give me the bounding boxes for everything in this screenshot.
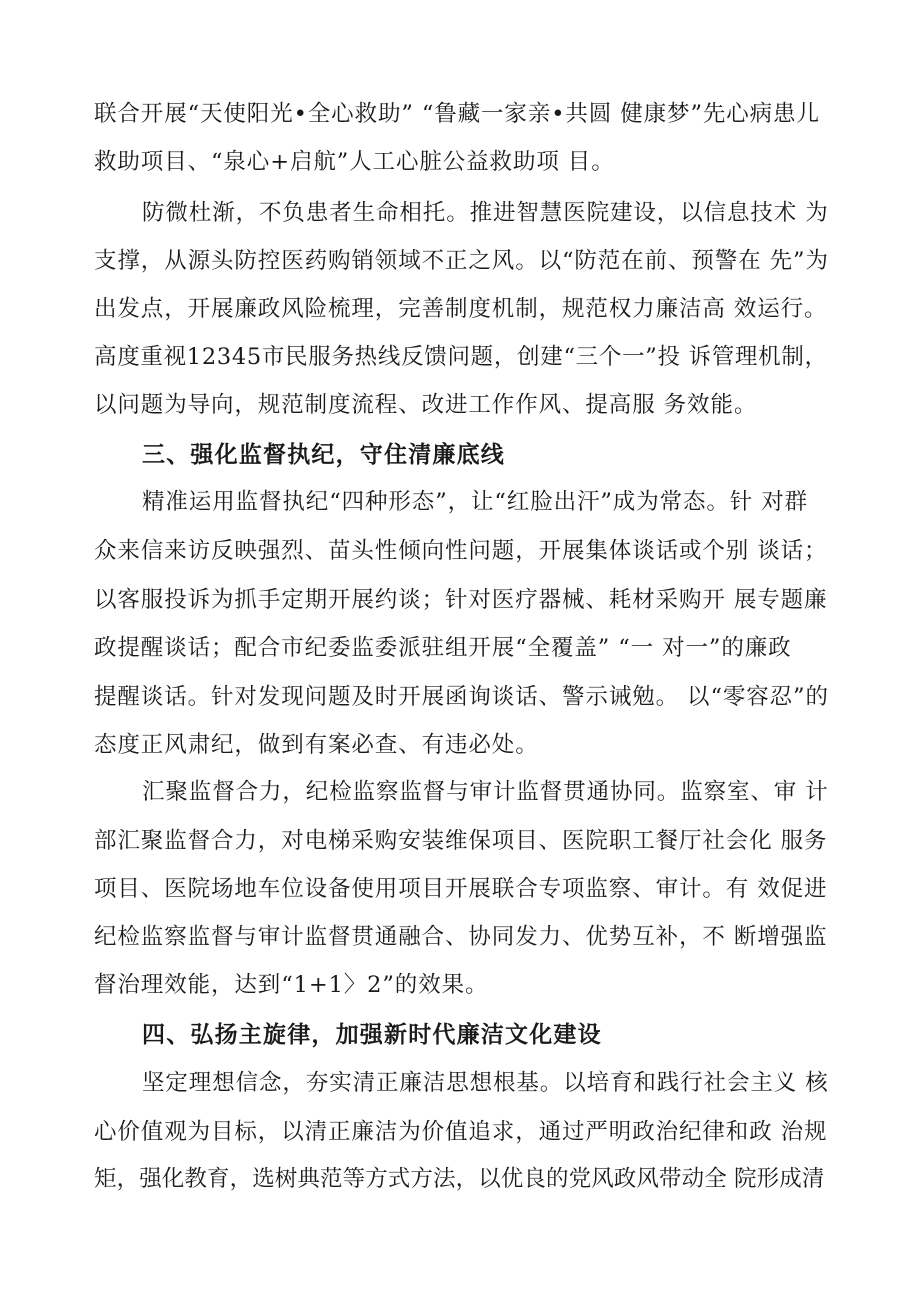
line-text: 态度正风肃纪，做到有案必查、有违必处。 [94,732,539,758]
line-text: 救助项目、“泉心+启航”人工心脏公益救助项 目。 [94,149,615,175]
paragraph-line [0,536,920,566]
line-text: 督治理效能，达到“1+1〉2”的效果。 [94,972,489,998]
heading-text: 四、弘扬主旋律，加强新时代廉洁文化建设 [142,1022,602,1048]
paragraph-line [0,730,920,760]
section-heading [0,1020,920,1050]
paragraph-line [0,874,920,904]
paragraph-line [0,970,920,1000]
line-text: 政提醒谈话；配合市纪委监委派驻组开展“全覆盖” “一 对一”的廉政 [94,635,792,661]
paragraph-line [0,147,920,177]
paragraph-line [0,1117,920,1147]
line-text: 出发点，开展廉政风险梳理，完善制度机制，规范权力廉洁高 效运行。 [94,296,828,322]
line-text: 高度重视12345市民服务热线反馈问题，创建“三个一”投 诉管理机制， [94,344,828,370]
line-text: 支撑，从源头防控医药购销领域不正之风。以“防范在前、预警在 先”为 [94,248,829,274]
line-text: 提醒谈话。针对发现问题及时开展函询谈话、警示诫勉。 以“零容忍”的 [94,684,829,710]
line-text: 纪检监察监督与审计监督贯通融合、协同发力、优势互补，不 断增强监 [94,924,828,950]
line-text: 项目、医院场地车位设备使用项目开展联合专项监察、审计。有 效促进 [94,876,828,902]
paragraph-line [0,198,920,228]
line-text: 汇聚监督合力，纪检监察监督与审计监督贯通协同。监察室、审 计 [142,779,829,805]
line-text: 以客服投诉为抓手定期开展约谈；针对医疗器械、耗材采购开 展专题廉 [94,587,828,613]
line-text: 众来信来访反映强烈、苗头性倾向性问题，开展集体谈话或个别 谈话； [94,538,828,564]
paragraph-line [0,777,920,807]
paragraph-line [0,342,920,372]
paragraph-line [0,1068,920,1098]
paragraph-line [0,585,920,615]
line-text: 防微杜渐，不负患者生命相托。推进智慧医院建设，以信息技术 为 [142,200,829,226]
line-text: 心价值观为目标，以清正廉洁为价值追求，通过严明政治纪律和政 治规 [94,1119,828,1145]
paragraph-line [0,246,920,276]
line-text: 矩，强化教育，选树典范等方式方法，以优良的党风政风带动全 院形成清 [94,1166,825,1192]
heading-text: 三、强化监督执纪，守住清廉底线 [142,442,505,468]
paragraph-line [0,1164,920,1194]
line-text: 部汇聚监督合力，对电梯采购安装维保项目、医院职工餐厅社会化 服务 [94,828,828,854]
paragraph-line [0,294,920,324]
section-heading [0,440,920,470]
line-text: 精准运用监督执纪“四种形态”，让“红脸出汗”成为常态。针 对群 [142,489,809,515]
paragraph-line [0,99,920,129]
paragraph-line [0,922,920,952]
paragraph-line [0,633,920,663]
paragraph-line [0,826,920,856]
line-text: 坚定理想信念，夯实清正廉洁思想根基。以培育和践行社会主义 核 [142,1070,829,1096]
paragraph-line [0,682,920,712]
paragraph-line [0,390,920,420]
line-text: 联合开展“天使阳光•全心救助” “鲁藏一家亲•共圆 健康梦”先心病患儿 [94,101,820,127]
paragraph-line [0,487,920,517]
line-text: 以问题为导向，规范制度流程、改进工作作风、提高服 务效能。 [94,392,758,418]
